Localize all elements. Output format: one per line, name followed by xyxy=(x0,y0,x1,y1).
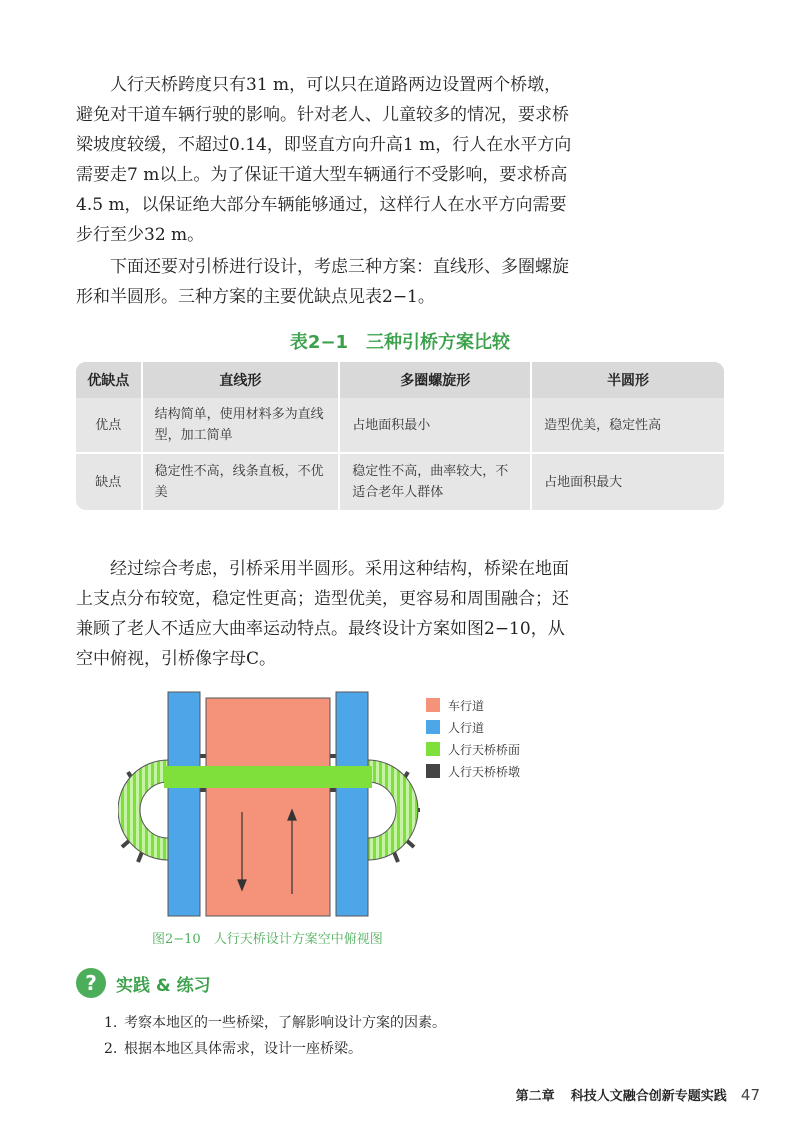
sidewalk-left xyxy=(168,692,200,916)
legend-swatch xyxy=(426,720,440,734)
page-number: 47 xyxy=(740,1086,760,1104)
table-header: 半圆形 xyxy=(532,362,724,398)
table-cell: 缺点 xyxy=(76,454,143,510)
table-header: 优缺点 xyxy=(76,362,143,398)
legend-item xyxy=(426,694,520,716)
table-header: 直线形 xyxy=(143,362,341,398)
road-area xyxy=(206,698,330,916)
table-header-row xyxy=(76,362,724,398)
exercise-text: 考察本地区的一些桥梁，了解影响设计方案的因素。 xyxy=(124,1015,446,1031)
list-item xyxy=(104,1010,446,1036)
exercise-number: 2. xyxy=(104,1041,118,1057)
practice-header xyxy=(76,968,211,998)
table-cell: 稳定性不高，线条直板，不优美 xyxy=(143,454,341,510)
legend-item xyxy=(426,716,520,738)
comparison-table xyxy=(76,362,724,510)
legend-swatch xyxy=(426,764,440,778)
legend-label: 人行天桥桥面 xyxy=(448,742,521,757)
table-cell: 结构简单，使用材料多为直线型，加工简单 xyxy=(143,398,341,454)
table-header: 多圈螺旋形 xyxy=(340,362,532,398)
legend-label: 人行天桥桥墩 xyxy=(448,764,521,779)
legend-swatch xyxy=(426,698,440,712)
legend-swatch xyxy=(426,742,440,756)
table-cell: 优点 xyxy=(76,398,143,454)
exercise-text: 根据本地区具体需求，设计一座桥梁。 xyxy=(124,1041,362,1057)
table-cell: 造型优美，稳定性高 xyxy=(532,398,724,454)
intro-paragraph-1: 人行天桥跨度只有31 m，可以只在道路两边设置两个桥墩，避免对干道车辆行驶的影响。针对老人、儿童较多的情况，要求桥梁坡度较缓，不超过0.14，即竖直方向升高1 m，行人在水平方向需要走7 m以上。为了保证干道大型车辆通行不受影响，要求桥高4.5 m，以保证绝大部分车辆能够通过，这样行人在水平方向需要步行至少32 m。 xyxy=(76,75,572,245)
figure-caption: 图2−10 人行天桥设计方案空中俯视图 xyxy=(152,932,383,947)
legend-item xyxy=(426,760,520,782)
legend-item xyxy=(426,738,520,760)
conclusion-paragraph: 经过综合考虑，引桥采用半圆形。采用这种结构，桥梁在地面上支点分布较宽，稳定性更高；造型优美，更容易和周围融合；还兼顾了老人不适应大曲率运动特点。最终设计方案如图2−10，从空中俯视，引桥像字母C。 xyxy=(76,559,569,669)
legend-label: 车行道 xyxy=(448,698,485,713)
sidewalk-right xyxy=(336,692,368,916)
figure-legend xyxy=(426,694,520,782)
legend-label: 人行道 xyxy=(448,720,485,735)
intro-text xyxy=(76,70,576,312)
table-title: 表2−1 三种引桥方案比较 xyxy=(289,332,511,353)
footer-subject: 科技人文融合创新专题实践 xyxy=(570,1089,727,1104)
question-icon: ? xyxy=(76,968,106,998)
table-row xyxy=(76,454,724,510)
bridge-top-view-figure xyxy=(118,690,420,922)
list-item xyxy=(104,1036,446,1062)
conclusion-text xyxy=(76,554,576,674)
exercise-list xyxy=(104,1010,446,1062)
exercise-number: 1. xyxy=(104,1015,118,1031)
footer-chapter: 第二章 xyxy=(515,1089,555,1104)
table-cell: 占地面积最大 xyxy=(544,474,623,490)
bridge-deck xyxy=(164,766,372,788)
table-cell: 稳定性不高，曲率较大，不适合老年人群体 xyxy=(340,454,532,510)
table-row xyxy=(76,398,724,454)
practice-title: 实践 & 练习 xyxy=(116,975,211,996)
page-footer xyxy=(516,1085,760,1104)
intro-paragraph-2: 下面还要对引桥进行设计，考虑三种方案：直线形、多圈螺旋形和半圆形。三种方案的主要优缺点见表2−1。 xyxy=(76,257,569,307)
table-cell: 占地面积最小 xyxy=(340,398,532,454)
